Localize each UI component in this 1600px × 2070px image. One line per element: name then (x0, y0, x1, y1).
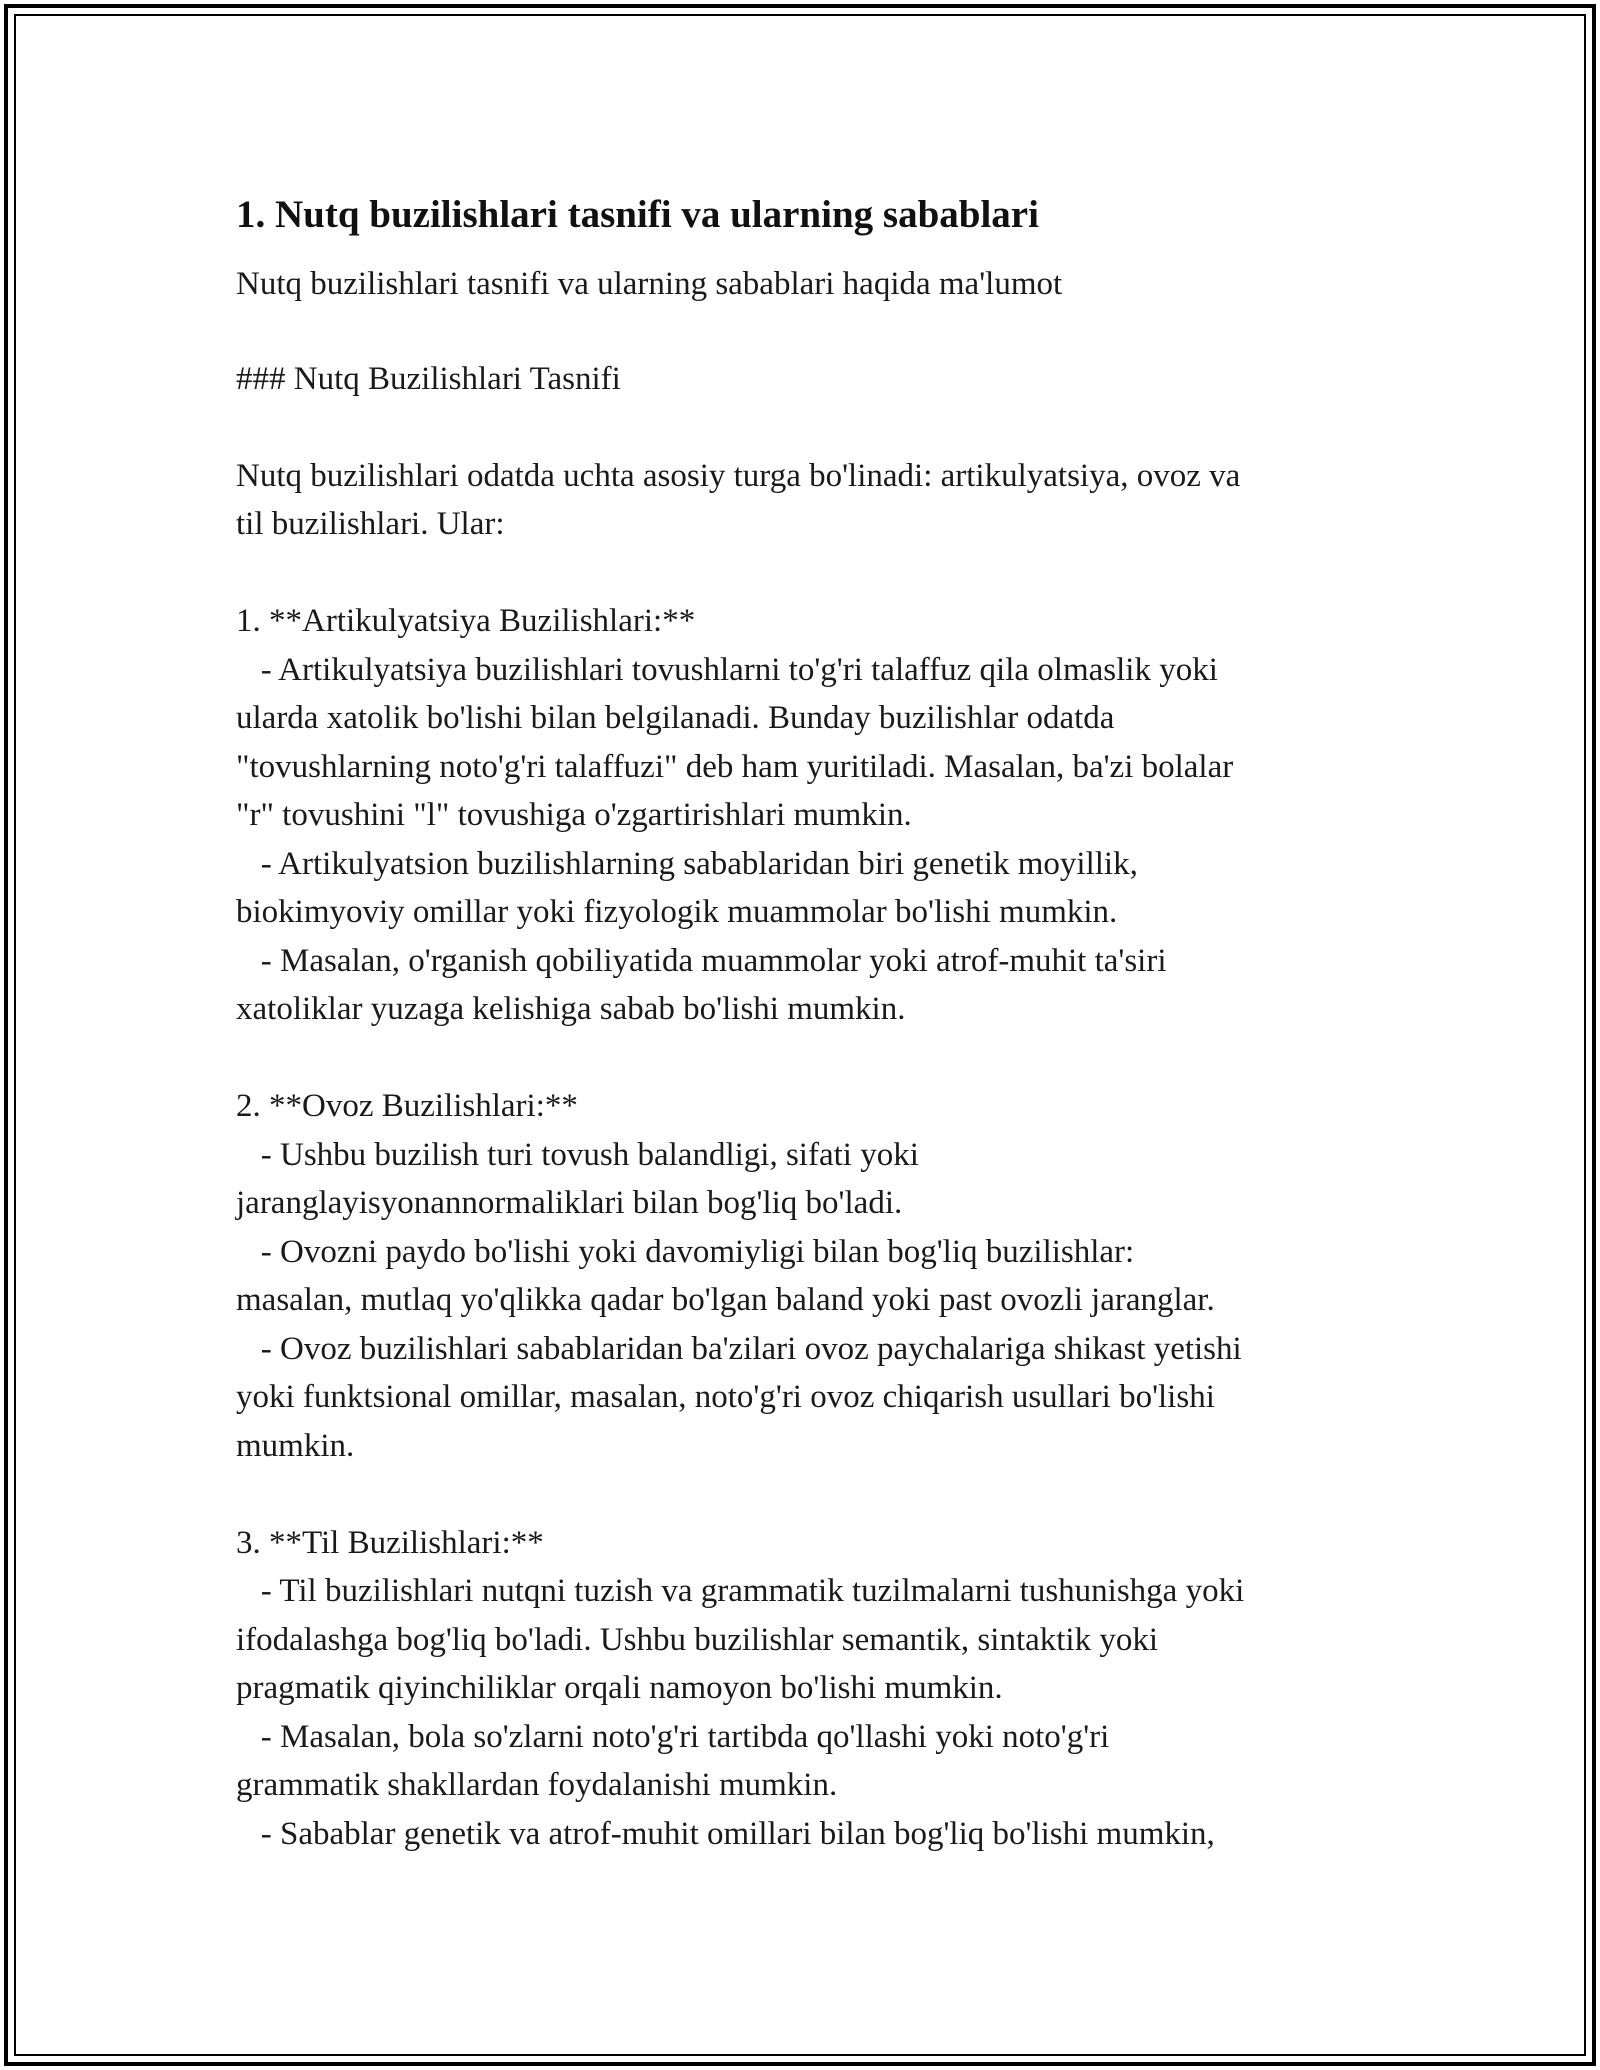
document-title: 1. Nutq buzilishlari tasnifi va ularning sabablari (236, 193, 1039, 236)
document-body: ### Nutq Buzilishlari Tasnifi Nutq buzilishlari odatda uchta asosiy turga bo'linadi: artikulyatsiya, ovoz va til buzilishlari. Ular: 1. **Artikulyatsiya Buzilishlari:** - Artikulyatsiya buzilishlari tovushlarni to'g'ri talaffuz qila olmaslik yoki ularda xatolik bo'lishi bilan belgilanadi. Bunday buzilishlar odatda "tovushlarning noto'g'ri talaffuzi" deb ham yuritiladi. Masalan, ba'zi bolalar "r" tovushini "l" tovushiga o'zgartirishlari mumkin. - Artikulyatsion buzilishlarning sabablaridan biri genetik moyillik, biokimyoviy omillar yoki fizyologik muammolar bo'lishi mumkin. - Masalan, o'rganish qobiliyatida muammolar yoki atrof-muhit ta'siri xatoliklar yuzaga kelishiga sabab bo'lishi mumkin. 2. **Ovoz Buzilishlari:** - Ushbu buzilish turi tovush balandligi, sifati yoki jaranglayisyonannormaliklari bilan bog'liq bo'ladi. - Ovozni paydo bo'lishi yoki davomiyligi bilan bog'liq buzilishlar: masalan, mutlaq yo'qlikka qadar bo'lgan baland yoki past ovozli jaranglar. - Ovoz buzilishlari sabablaridan ba'zilari ovoz paychalariga shikast yetishi yoki funktsional omillar, masalan, noto'g'ri ovoz chiqarish usullari bo'lishi mumkin. 3. **Til Buzilishlari:** - Til buzilishlari nutqni tuzish va grammatik tuzilmalarni tushunishga yoki ifodalashga bog'liq bo'ladi. Ushbu buzilishlar semantik, sintaktik yoki pragmatik qiyinchiliklar orqali namoyon bo'lishi mumkin. - Masalan, bola so'zlarni noto'g'ri tartibda qo'llashi yoki noto'g'ri grammatik shakllardan foydalanishi mumkin. - Sabablar genetik va atrof-muhit omillari bilan bog'liq bo'lishi mumkin, (236, 360, 1245, 1852)
document-subtitle: Nutq buzilishlari tasnifi va ularning sabablari haqida ma'lumot (236, 266, 1063, 302)
document-content (236, 190, 1376, 1858)
